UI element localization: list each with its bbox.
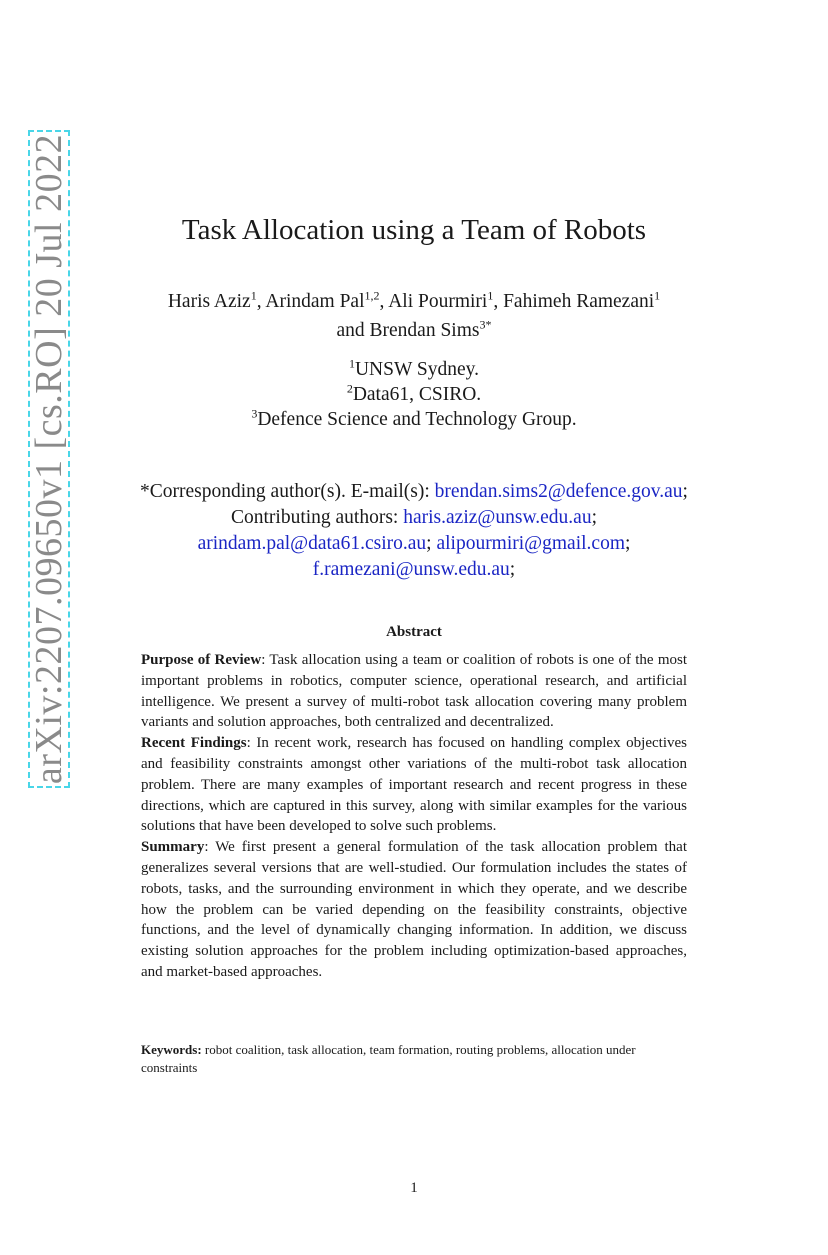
affiliation-item: $^2$Data61, CSIRO.	[346, 381, 482, 405]
arxiv-identifier: arXiv:2207.09650v1 [cs.RO] 20 Jul 2022	[28, 133, 70, 785]
affiliation-marker: 3*	[479, 317, 492, 332]
affiliation-item: $^3$Defence Science and Technology Group.	[251, 406, 577, 430]
corresponding-email-link[interactable]: brendan.sims2@defence.gov.au	[434, 481, 683, 502]
affiliation-marker: 1	[250, 288, 257, 303]
author-line-1: Haris Aziz$^1$, Arindam Pal$^{1,2}$, Ali Pourmiri$^1$, Fahimeh Ramezani$^1$	[167, 288, 661, 312]
abstract-body	[141, 650, 687, 983]
abstract-section-summary: Summary: We first present a general formulation of the task allocation problem that generalizes several versions that are well-studied. Our formulation includes the states of robots, tasks, and the surrounding environment in which they operate, and we describe how the problem can be varied depending on the feasibility constraints, objective functions, and the level of dynamically changing information. In addition, we discuss existing solution approaches for the problem including optimization-based approaches, and market-based approaches.	[141, 839, 687, 980]
author-name: Haris Aziz	[167, 291, 251, 312]
keywords-label: Keywords:	[141, 1042, 202, 1057]
author-line-2: and Brendan Sims$^{3*}$	[336, 317, 492, 341]
affiliation-marker: 1,2	[364, 288, 380, 303]
author-name: Ali Pourmiri	[388, 291, 488, 312]
affiliation-marker: 1	[487, 288, 494, 303]
keywords	[141, 1041, 687, 1077]
contributor-email-link[interactable]: arindam.pal@data61.csiro.au	[197, 533, 427, 554]
affiliation-item: $^1$UNSW Sydney.	[348, 356, 480, 380]
author-list	[0, 287, 828, 345]
contributor-email-link[interactable]: haris.aziz@unsw.edu.au	[403, 507, 592, 528]
correspondence-block: *Corresponding author(s). E-mail(s): brendan.sims2@defence.gov.au; Contributing authors: haris.aziz@unsw.edu.au; arindam.pal@data61.csiro.au; alipourmiri@gmail.com; f.ramezani@unsw.edu.au;	[140, 481, 688, 580]
abstract-heading: Abstract	[386, 624, 442, 640]
page-number: 1	[410, 1180, 418, 1196]
author-name: Brendan Sims	[369, 320, 480, 341]
paper-title: Task Allocation using a Team of Robots	[181, 214, 647, 246]
abstract-section-findings: Recent Findings: In recent work, research has focused on handling complex objectives and feasibility constraints amongst other variations of the multi-robot task allocation problem. There are many examples of important research and recent progress in these directions, which are captured in this survey, along with similar examples for the various solutions that have been developed to solve such problems.	[141, 735, 687, 835]
keywords-text: robot coalition, task allocation, team formation, routing problems, allocation under constraints	[141, 1042, 636, 1075]
contributor-email-link[interactable]: alipourmiri@gmail.com	[436, 533, 625, 554]
corresponding-label: *Corresponding author(s). E-mail(s):	[140, 481, 435, 502]
affiliation-list	[0, 357, 828, 432]
abstract-section-purpose: Purpose of Review: Task allocation using a team or coalition of robots is one of the most important problems in robotics, computer science, operational research, and artificial intelligence. We present a survey of multi-robot task allocation covering many problem variants and solution approaches, both centralized and decentralized.	[141, 652, 687, 731]
author-name: Fahimeh Ramezani	[503, 291, 655, 312]
affiliation-marker: 1	[654, 288, 661, 303]
author-name: Arindam Pal	[265, 291, 365, 312]
contributor-email-link[interactable]: f.ramezani@unsw.edu.au	[312, 559, 510, 580]
contributing-label: Contributing authors:	[230, 507, 404, 528]
